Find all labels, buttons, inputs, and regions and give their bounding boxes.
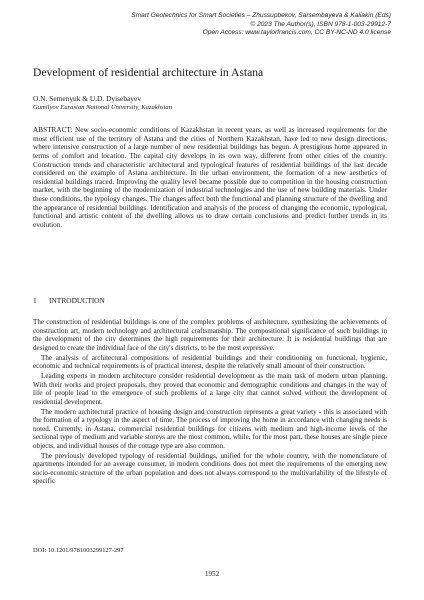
paper-title: Development of residential architecture in Astana <box>33 66 264 79</box>
header-isbn-line: © 2023 The Author(s), ISBN 978-1-003-29912-7 <box>250 20 391 28</box>
section-heading <box>33 296 105 305</box>
paragraph: The modern architectural practice of housing design and construction represents a great variety - this is associated with the formation of a typology in the aspect of time. The process of improving the home in accordance with changing needs is noted. Currently, in Astana, commercial residential buildings for citizens with medium and high-income levels of the sectional type of medium and variable storeys are the most common, while, for the most part, these houses are single piece objects, and individual houses of the cottage type are also common. <box>33 407 387 450</box>
body-text <box>33 318 387 487</box>
paragraph: The construction of residential buildings is one of the complex problems of architecture, synthesizing the achievements of construction art, modern technology and architectural craftsmanship. The compositional significance of such buildings in the development of the city determines the high requirements for their architecture. It is residential buildings that are designed to create the individual face of the city's districts, to be the most expressive. <box>33 318 387 352</box>
section-number: 1 <box>33 296 37 305</box>
paragraph: Leading experts in modern architecture consider residential development as the main task of modern urban planning. With their works and project proposals, they proved that economic and demographic conditions and changes in the way of life of people lead to the emergence of such problems of a large city that cannot solved without the development of residential development. <box>33 372 387 406</box>
doi: DOI: 10.1201/9781003299127-297 <box>33 547 124 554</box>
authors: O.N. Semenyuk & U.D. Dyisebayev <box>33 94 141 103</box>
abstract: ABSTRACT: New socio-economic conditions of Kazakhstan in recent years, as well as increased requirements for the most efficient use of the territory of Astana and the cities of Northern Kazakhstan, have led to new design directions, where intensive construction of a large number of new residential buildings has begun. A prestigious home appeared in terms of comfort and location. The capital city develops in its own way, different from other cities of the country. Construction trends and characteristic architectural and typological features of residential buildings of the last decade considered on the example of Astana architecture. In the urban environment, the formation of a new aesthetics of residential buildings traced. Improving the quality level became possible due to competition in the housing construction market, with the beginning of the modernization of industrial technologies and the use of new building materials. Under these conditions, the typology changes. The changes affect both the functional and planning structure of the dwelling and the appearance of residential buildings. Identification and analysis of the process of changing the economic, typological, functional and artistic content of the dwelling allows us to draw certain conclusions and predict further trends in its evolution. <box>33 126 387 229</box>
paragraph: The analysis of architectural compositions of residential buildings and their conditioning on functional, hygienic, economic and technical requirements is of practical interest, despite the relatively small amount of their construction. <box>33 353 387 371</box>
running-header <box>131 12 391 38</box>
header-book-line: Smart Geotechnics for Smart Societies – Zhussupbekov, Sarsembayeva & Kaliakin (Eds) <box>131 12 391 19</box>
page-number: 1952 <box>204 570 220 578</box>
section-title: INTRODUCTION <box>49 296 105 305</box>
paragraph: The previously developed typology of residential buildings, unified for the whole country, with the nomenclature of apartments intended for an average consumer, in modern conditions does not meet the requirements of the emerging new socio-economic structure of the urban population and does not always correspond to the multivariability of the lifestyle of specific <box>33 451 387 486</box>
affiliation: Gumilyov Eurasian National University, Kazakhstan <box>33 104 173 111</box>
header-license-line: Open Access: www.taylorfrancis.com, CC BY-NC-ND 4.0 license <box>202 29 391 37</box>
